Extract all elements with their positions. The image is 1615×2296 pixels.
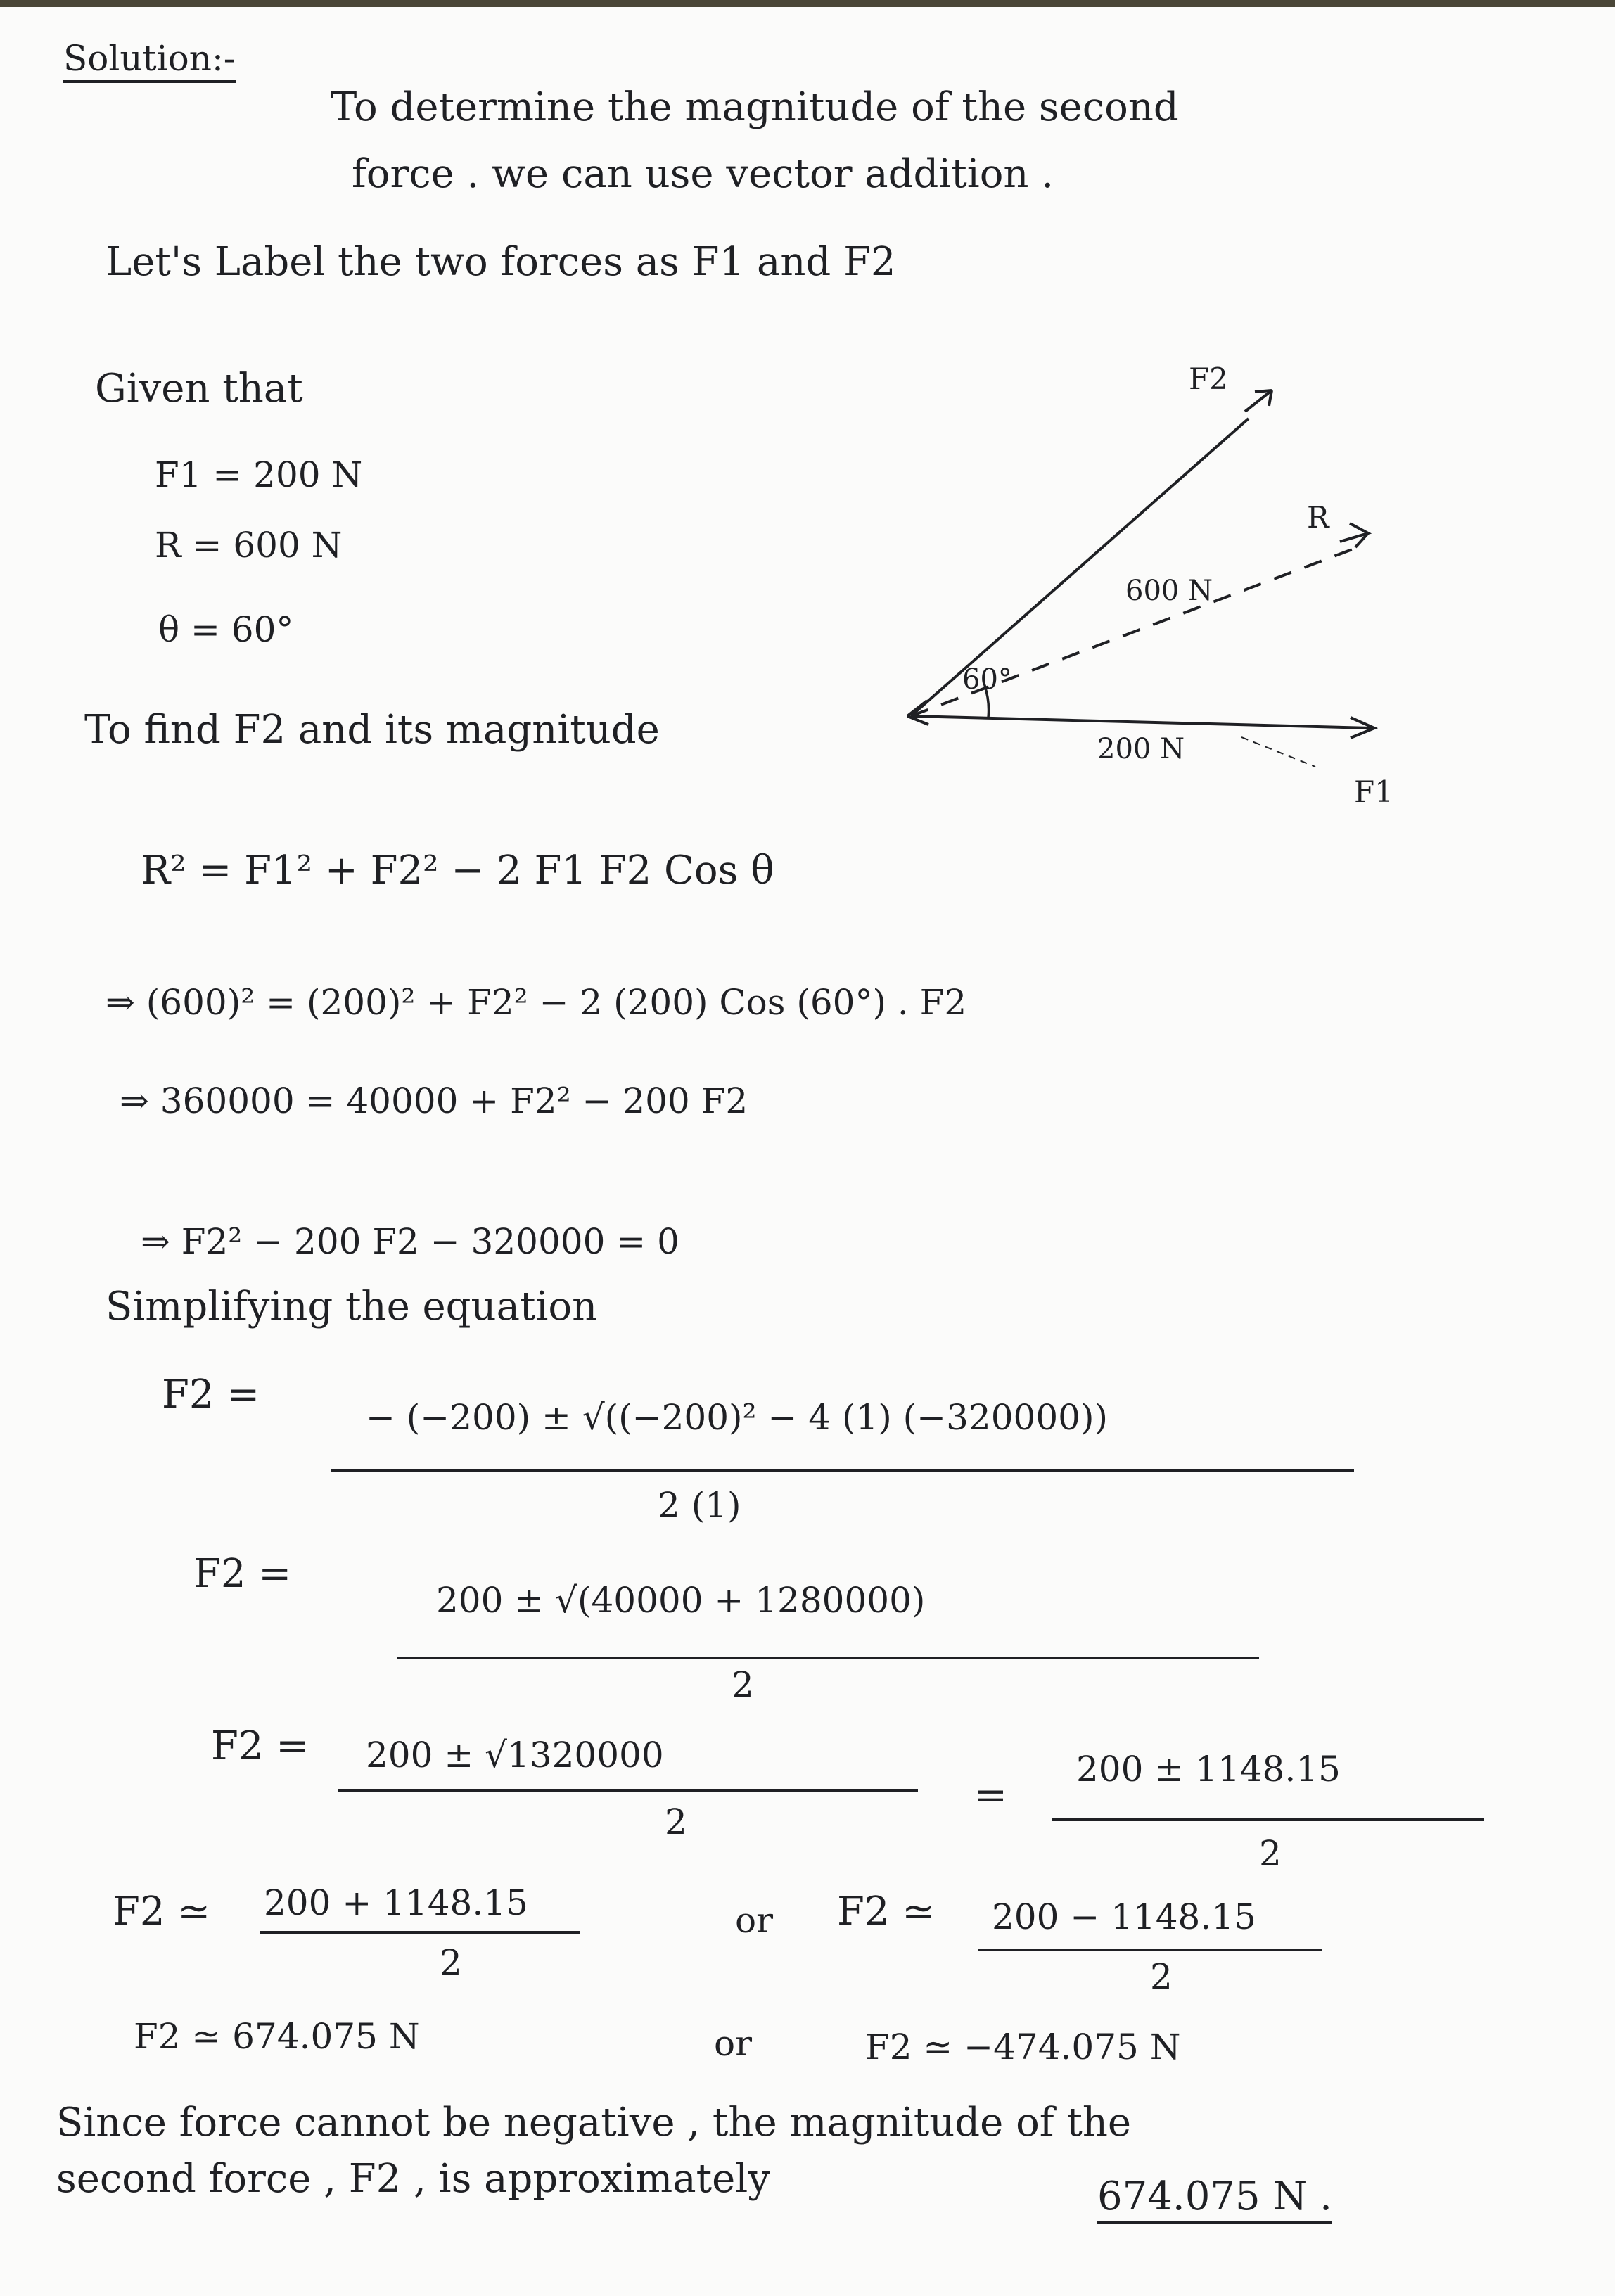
result-2: F2 ≃ −474.075 N — [865, 2027, 1181, 2067]
diagram-angle: 60° — [962, 663, 1012, 696]
diagram-f1-value: 200 N — [1097, 733, 1185, 765]
solution-label: Solution:- — [63, 41, 236, 83]
f2-label-2: F2 = — [193, 1551, 292, 1597]
step2-denominator: 2 — [732, 1664, 754, 1705]
fraction-bar-5 — [260, 1931, 580, 1934]
simplify-line: Simplifying the equation — [106, 1284, 598, 1329]
fraction-bar-6 — [978, 1949, 1322, 1951]
f1-leader-line — [1241, 737, 1315, 767]
equation-quadratic: ⇒ F2² − 200 F2 − 320000 = 0 — [141, 1221, 679, 1262]
given-f1: F1 = 200 N — [155, 454, 363, 495]
diagram-r-label: R — [1307, 500, 1329, 535]
conclusion-line-1: Since force cannot be negative , the magnitude of the — [56, 2100, 1132, 2145]
result-1: F2 ≃ 674.075 N — [134, 2016, 420, 2057]
resultant-arrow-icon — [1340, 523, 1368, 547]
to-find-line: To find F2 and its magnitude — [84, 707, 660, 753]
given-theta: θ = 60° — [158, 609, 294, 650]
approx-label-2: F2 ≃ — [837, 1889, 936, 1934]
intro-line-1: To determine the magnitude of the second — [331, 84, 1179, 130]
law-of-cosines: R² = F1² + F2² − 2 F1 F2 Cos θ — [141, 848, 774, 893]
fraction-bar-4 — [1052, 1818, 1484, 1821]
or-1: or — [735, 1900, 774, 1941]
f1-vector-line — [911, 716, 1372, 728]
final-answer: 674.075 N . — [1097, 2177, 1332, 2224]
fraction-bar-1 — [331, 1469, 1354, 1472]
approx1-numerator: 200 + 1148.15 — [264, 1882, 528, 1923]
given-r: R = 600 N — [155, 525, 343, 566]
equation-expanded: ⇒ 360000 = 40000 + F2² − 200 F2 — [120, 1080, 748, 1121]
f2-label-3: F2 = — [211, 1723, 309, 1769]
step3-equals: = — [974, 1773, 1007, 1818]
intro-line-2: force . we can use vector addition . — [352, 151, 1054, 197]
conclusion-line-2: second force , F2 , is approximately — [56, 2156, 770, 2202]
fraction-bar-3 — [338, 1789, 918, 1792]
diagram-f2-label: F2 — [1189, 362, 1228, 396]
step3b-denominator: 2 — [1259, 1833, 1282, 1874]
or-2: or — [714, 2023, 753, 2064]
f2-vector-line — [911, 419, 1249, 716]
given-heading: Given that — [95, 366, 303, 412]
f2-arrow-icon — [1245, 390, 1272, 412]
approx2-numerator: 200 − 1148.15 — [992, 1896, 1256, 1937]
diagram-f1-label: F1 — [1354, 774, 1393, 809]
fraction-bar-2 — [397, 1657, 1259, 1659]
quadratic-numerator: − (−200) ± √((−200)² − 4 (1) (−320000)) — [366, 1397, 1108, 1438]
quadratic-denominator: 2 (1) — [658, 1485, 741, 1526]
approx1-denominator: 2 — [440, 1942, 462, 1983]
diagram-r-value: 600 N — [1125, 575, 1213, 607]
step3b-numerator: 200 ± 1148.15 — [1076, 1749, 1341, 1790]
equation-substitution: ⇒ (600)² = (200)² + F2² − 2 (200) Cos (60°) . F2 — [106, 982, 967, 1023]
step3-numerator: 200 ± √1320000 — [366, 1735, 664, 1775]
f2-label-1: F2 = — [162, 1372, 260, 1417]
labels-line: Let's Label the two forces as F1 and F2 — [106, 239, 896, 285]
approx-label-1: F2 ≃ — [113, 1889, 211, 1934]
step2-numerator: 200 ± √(40000 + 1280000) — [436, 1580, 926, 1621]
approx2-denominator: 2 — [1150, 1956, 1173, 1997]
step3-denominator: 2 — [665, 1801, 687, 1842]
